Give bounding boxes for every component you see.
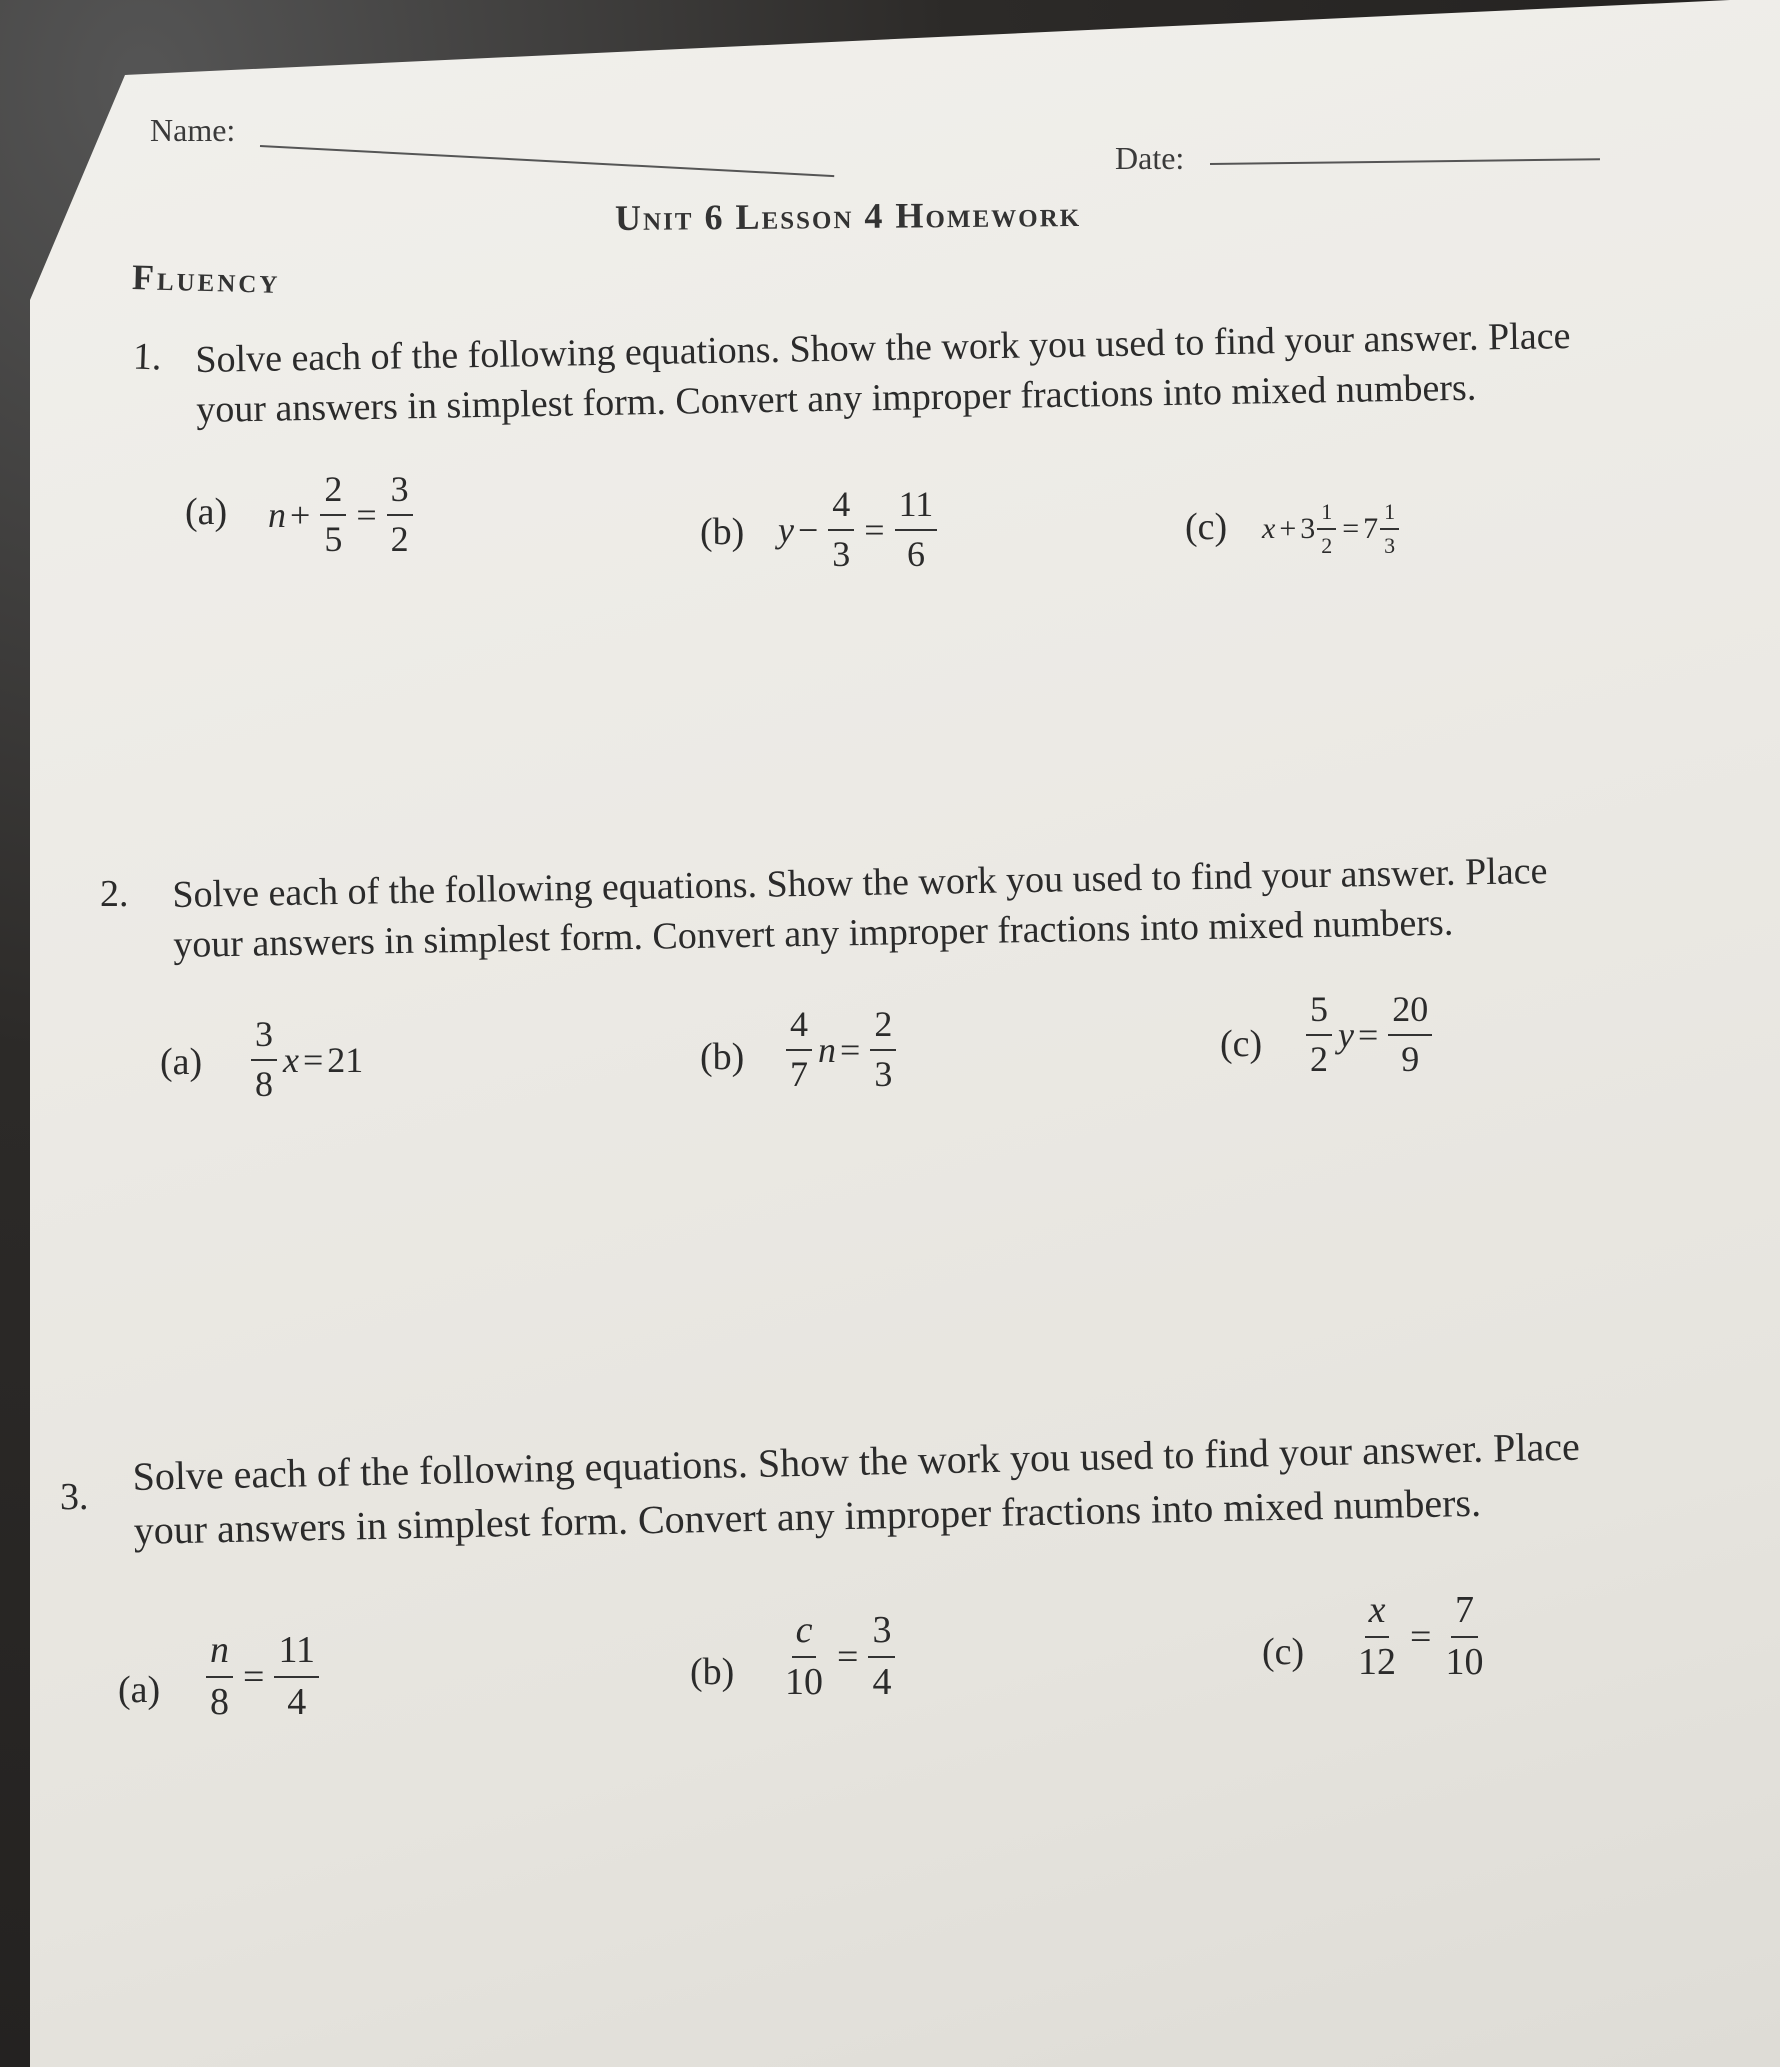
denominator: 9 xyxy=(1401,1038,1420,1079)
question-3-line-1: Solve each of the following equations. Show the work you used to find your answer. Place xyxy=(132,1423,1581,1499)
question-3-line-2: your answers in simplest form. Convert any improper fractions into mixed numbers. xyxy=(133,1479,1482,1553)
question-3-number: 3. xyxy=(60,1476,89,1518)
denominator: 2 xyxy=(1310,1038,1328,1079)
q1-part-c-equation xyxy=(1262,500,1401,558)
numerator: 4 xyxy=(828,485,854,531)
equals-sign: = xyxy=(356,494,377,535)
denominator: 8 xyxy=(210,1680,229,1723)
denominator: 3 xyxy=(1384,533,1396,559)
numerator: 2 xyxy=(320,470,346,516)
denominator: 10 xyxy=(1445,1640,1484,1683)
denominator: 3 xyxy=(832,533,851,574)
numerator: 2 xyxy=(870,1005,896,1051)
fraction xyxy=(320,470,346,559)
question-2-number: 2. xyxy=(100,873,129,915)
equals-sign: = xyxy=(840,1029,861,1070)
fraction xyxy=(781,1610,827,1704)
eq-variable: n xyxy=(818,1029,836,1070)
q1-part-b-equation xyxy=(778,485,943,574)
date-label: Date: xyxy=(1115,140,1185,176)
equals-sign: = xyxy=(837,1635,859,1678)
numerator: n xyxy=(206,1630,233,1678)
denominator: 4 xyxy=(872,1660,892,1703)
numerator: 4 xyxy=(786,1005,812,1051)
question-1-line-2: your answers in simplest form. Convert any improper fractions into mixed numbers. xyxy=(195,366,1477,431)
numerator: 20 xyxy=(1388,990,1432,1036)
fraction xyxy=(1388,990,1432,1079)
denominator: 6 xyxy=(906,533,925,574)
eq-variable: y xyxy=(1338,1014,1354,1055)
equals-sign: = xyxy=(1342,512,1360,546)
numerator: x xyxy=(1365,1590,1390,1638)
q2-part-b-label: (b) xyxy=(700,1036,745,1078)
fraction xyxy=(274,1630,319,1724)
equals-sign: = xyxy=(864,509,885,550)
page-title: Unit 6 Lesson 4 Homework xyxy=(614,193,1082,239)
numerator: 1 xyxy=(1380,500,1399,530)
q2-part-c-equation xyxy=(1300,990,1438,1079)
q2-part-a-equation xyxy=(245,1015,363,1104)
eq-variable: n xyxy=(268,494,286,535)
numerator: 5 xyxy=(1306,990,1332,1036)
fraction xyxy=(828,485,854,574)
q2-part-b-equation xyxy=(780,1005,902,1094)
q3-part-c-equation xyxy=(1348,1590,1493,1684)
whole-number: 7 xyxy=(1363,512,1379,546)
question-1-number: 1. xyxy=(132,335,163,379)
fraction xyxy=(1306,990,1332,1079)
question-2-line-1: Solve each of the following equations. Show the work you used to find your answer. Place xyxy=(172,850,1548,916)
q1-part-a-equation xyxy=(268,470,419,559)
q3-part-c-label: (c) xyxy=(1262,1631,1305,1673)
question-1-line-1: Solve each of the following equations. Show the work you used to find your answer. Place xyxy=(195,315,1571,381)
fraction xyxy=(251,1015,277,1104)
section-heading: Fluency xyxy=(131,257,282,301)
q3-part-a-label: (a) xyxy=(118,1669,161,1711)
q2-part-c-label: (c) xyxy=(1220,1023,1263,1065)
q3-part-b-equation xyxy=(775,1610,901,1704)
fraction xyxy=(870,1005,896,1094)
eq-variable: x xyxy=(1262,512,1276,546)
q3-part-a-equation xyxy=(200,1630,325,1724)
denominator: 10 xyxy=(785,1660,823,1703)
denominator: 3 xyxy=(874,1053,893,1094)
eq-operator: + xyxy=(1279,512,1297,546)
eq-operator: − xyxy=(797,509,819,550)
q1-part-c-label: (c) xyxy=(1185,506,1228,548)
fraction xyxy=(206,1630,233,1724)
numerator: 11 xyxy=(274,1630,319,1678)
fraction xyxy=(1317,500,1336,558)
denominator: 5 xyxy=(324,518,343,559)
denominator: 8 xyxy=(255,1063,273,1104)
question-2-line-2: your answers in simplest form. Convert any improper fractions into mixed numbers. xyxy=(172,901,1454,966)
denominator: 2 xyxy=(390,518,409,559)
q2-part-a-label: (a) xyxy=(160,1041,203,1083)
denominator: 7 xyxy=(790,1053,808,1094)
eq-operator: + xyxy=(290,494,311,535)
eq-variable: y xyxy=(778,509,794,550)
numerator: c xyxy=(792,1610,817,1658)
q3-part-b-label: (b) xyxy=(690,1651,735,1693)
fraction xyxy=(387,470,413,559)
denominator: 2 xyxy=(1321,533,1333,559)
numerator: 7 xyxy=(1451,1590,1478,1638)
equals-sign: = xyxy=(302,1039,324,1080)
numerator: 11 xyxy=(895,485,938,531)
equals-sign: = xyxy=(1410,1615,1432,1658)
fraction xyxy=(1354,1590,1400,1684)
q1-part-b-label: (b) xyxy=(700,511,745,553)
numerator: 3 xyxy=(868,1610,895,1658)
numerator: 1 xyxy=(1317,500,1336,530)
equals-sign: = xyxy=(1357,1014,1379,1055)
numerator: 3 xyxy=(387,470,413,516)
eq-variable: x xyxy=(283,1039,299,1080)
eq-rhs: 21 xyxy=(327,1039,364,1080)
name-label: Name: xyxy=(150,112,236,148)
fraction xyxy=(786,1005,812,1094)
equals-sign: = xyxy=(243,1655,265,1698)
whole-number: 3 xyxy=(1300,512,1316,546)
denominator: 4 xyxy=(287,1680,307,1723)
fraction xyxy=(868,1610,895,1704)
denominator: 12 xyxy=(1358,1640,1396,1683)
fraction xyxy=(1380,500,1399,558)
fraction xyxy=(1441,1590,1487,1684)
numerator: 3 xyxy=(251,1015,277,1061)
fraction xyxy=(895,485,938,574)
q1-part-a-label: (a) xyxy=(185,491,228,533)
